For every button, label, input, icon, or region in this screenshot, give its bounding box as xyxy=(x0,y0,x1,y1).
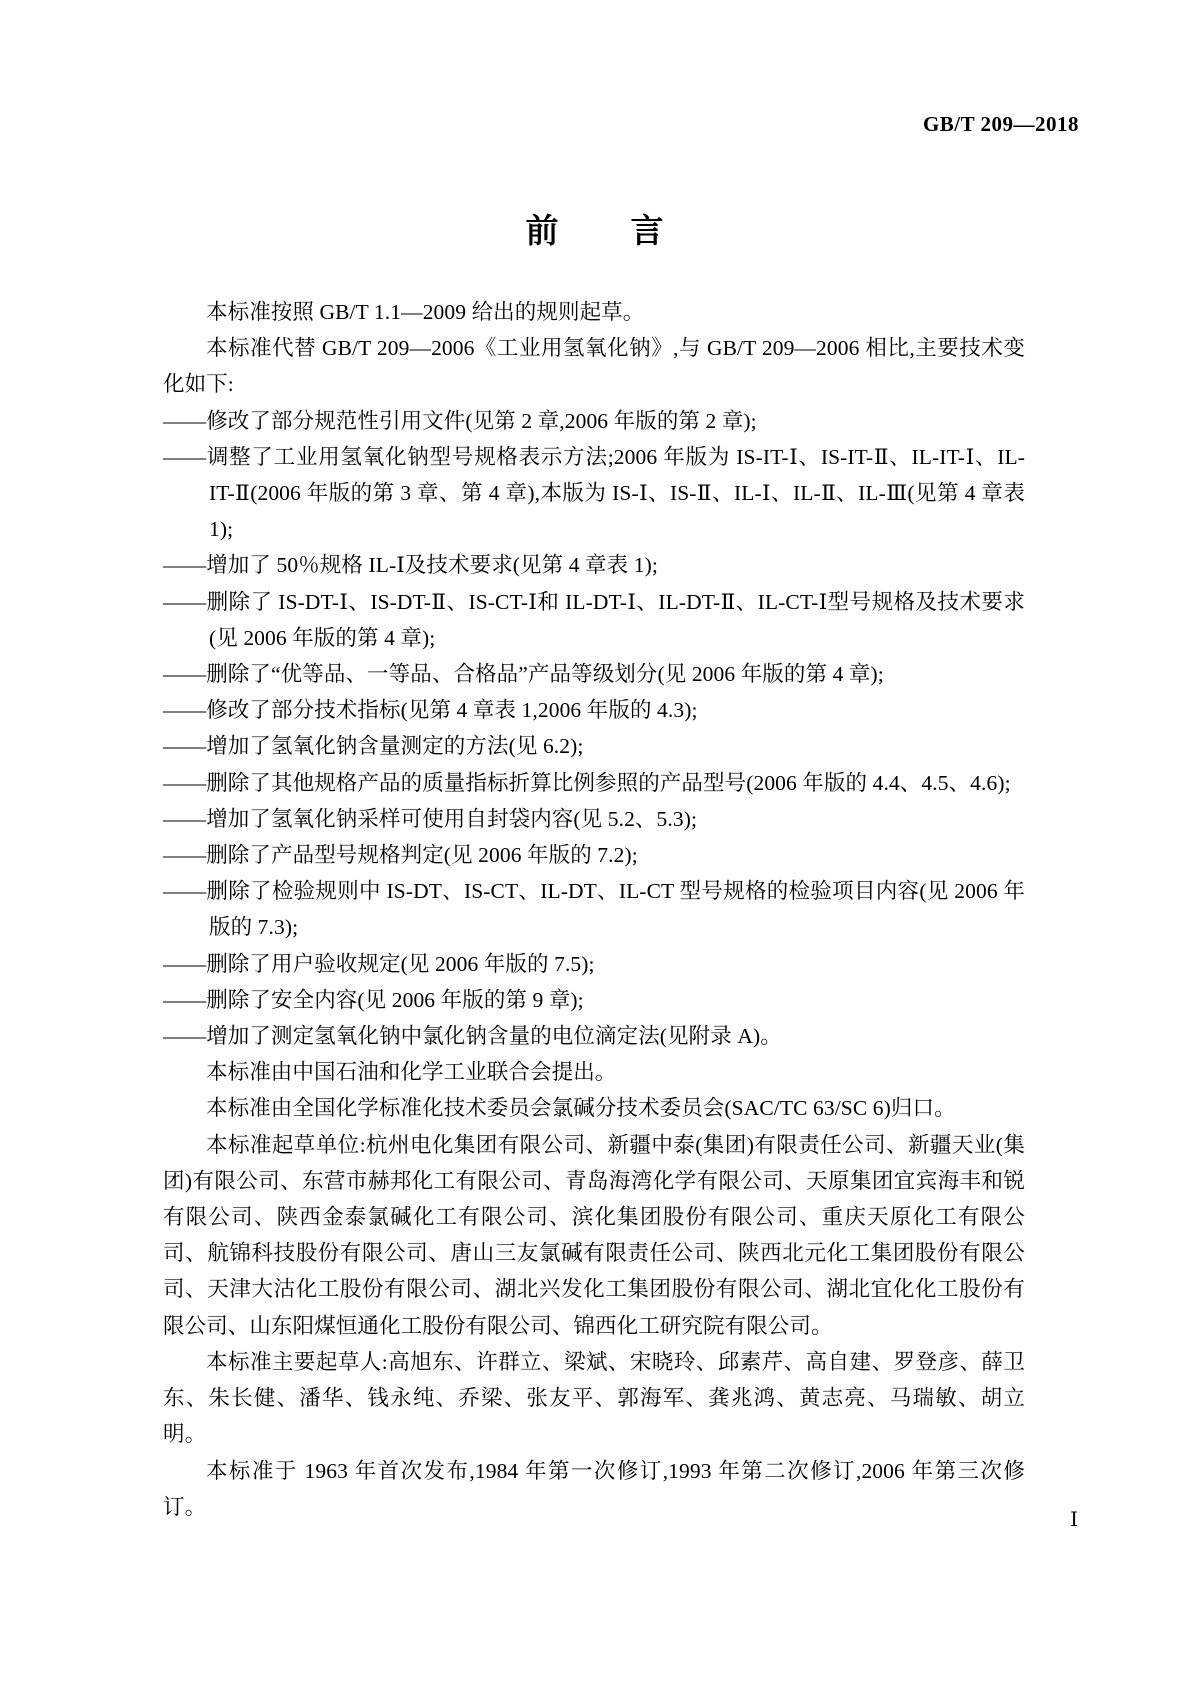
change-item xyxy=(163,692,1025,728)
page-title: 前 言 xyxy=(525,212,666,249)
dash-marker: —— xyxy=(163,879,207,904)
paragraph-supersedes: 本标准代替 GB/T 209—2006《工业用氢氧化钠》,与 GB/T 209—2006 相比,主要技术变化如下: xyxy=(163,336,1025,397)
change-item-text: 调整了工业用氢氧化钠型号规格表示方法;2006 年版为 IS-IT-Ⅰ、IS-IT-Ⅱ、IL-IT-Ⅰ、IL-IT-Ⅱ(2006 年版的第 3 章、第 4 章),本版为 IS-Ⅰ、IS-Ⅱ、IL-Ⅰ、IL-Ⅱ、IL-Ⅲ(见第 4 章表 1); xyxy=(206,444,1025,542)
dash-marker: —— xyxy=(163,444,207,469)
change-item-text: 删除了用户验收规定(见 2006 年版的 7.5); xyxy=(206,951,595,976)
change-item xyxy=(163,801,1025,837)
change-item xyxy=(163,765,1025,801)
change-item-text: 增加了氢氧化钠含量测定的方法(见 6.2); xyxy=(206,734,584,759)
paragraph-proposer: 本标准由中国石油和化学工业联合会提出。 xyxy=(206,1060,617,1085)
dash-marker: —— xyxy=(163,843,207,868)
change-item xyxy=(163,656,1025,692)
change-item-text: 删除了产品型号规格判定(见 2006 年版的 7.2); xyxy=(206,843,638,868)
page-header-standard-code: GB/T 209—2018 xyxy=(922,112,1079,136)
change-item-text: 删除了其他规格产品的质量指标折算比例参照的产品型号(2006 年版的 4.4、4.5、4.6); xyxy=(206,770,1011,795)
change-item xyxy=(163,873,1025,945)
change-item-text: 增加了测定氢氧化钠中氯化钠含量的电位滴定法(见附录 A)。 xyxy=(206,1024,782,1049)
paragraph-revision-history: 本标准于 1963 年首次发布,1984 年第一次修订,1993 年第二次修订,2006 年第三次修订。 xyxy=(163,1458,1025,1519)
paragraph-drafters: 本标准主要起草人:高旭东、许群立、梁斌、宋晓玲、邱素芹、高自建、罗登彦、薛卫东、朱长健、潘华、钱永纯、乔梁、张友平、郭海军、龚兆鸿、黄志亮、马瑞敏、胡立明。 xyxy=(163,1349,1025,1447)
change-item-text: 删除了 IS-DT-Ⅰ、IS-DT-Ⅱ、IS-CT-Ⅰ和 IL-DT-Ⅰ、IL-DT-Ⅱ、IL-CT-Ⅰ型号规格及技术要求(见 2006 年版的第 4 章); xyxy=(206,589,1025,650)
dash-marker: —— xyxy=(163,987,207,1012)
change-item xyxy=(163,584,1025,656)
dash-marker: —— xyxy=(163,408,207,433)
change-item xyxy=(163,982,1025,1018)
change-item xyxy=(163,1018,1025,1054)
dash-marker: —— xyxy=(163,734,207,759)
foreword-body xyxy=(163,294,1025,1525)
dash-marker: —— xyxy=(163,951,207,976)
change-item-text: 删除了检验规则中 IS-DT、IS-CT、IL-DT、IL-CT 型号规格的检验项目内容(见 2006 年版的 7.3); xyxy=(206,879,1025,940)
change-item xyxy=(163,946,1025,982)
dash-marker: —— xyxy=(163,698,207,723)
change-item xyxy=(163,547,1025,583)
change-item-text: 增加了 50％规格 IL-Ⅰ及技术要求(见第 4 章表 1); xyxy=(206,553,658,578)
change-item-text: 修改了部分规范性引用文件(见第 2 章,2006 年版的第 2 章); xyxy=(206,408,757,433)
dash-marker: —— xyxy=(163,589,207,614)
paragraph-drafting-units: 本标准起草单位:杭州电化集团有限公司、新疆中泰(集团)有限责任公司、新疆天业(集团)有限公司、东营市赫邦化工有限公司、青岛海湾化学有限公司、天原集团宜宾海丰和锐有限公司、陕西金泰氯碱化工有限公司、滨化集团股份有限公司、重庆天原化工有限公司、航锦科技股份有限公司、唐山三友氯碱有限责任公司、陕西北元化工集团股份有限公司、天津大沽化工股份有限公司、湖北兴发化工集团股份有限公司、湖北宜化化工股份有限公司、山东阳煤恒通化工股份有限公司、锦西化工研究院有限公司。 xyxy=(163,1132,1025,1338)
paragraph-custodian: 本标准由全国化学标准化技术委员会氯碱分技术委员会(SAC/TC 63/SC 6)归口。 xyxy=(206,1096,956,1121)
page-number: Ⅰ xyxy=(1070,1509,1078,1531)
dash-marker: —— xyxy=(163,662,207,687)
dash-marker: —— xyxy=(163,806,207,831)
dash-marker: —— xyxy=(163,553,207,578)
paragraph-drafted-per: 本标准按照 GB/T 1.1—2009 给出的规则起草。 xyxy=(206,300,645,324)
dash-marker: —— xyxy=(163,770,207,795)
change-item xyxy=(163,728,1025,764)
change-item-text: 修改了部分技术指标(见第 4 章表 1,2006 年版的 4.3); xyxy=(206,698,698,723)
change-item-text: 增加了氢氧化钠采样可使用自封袋内容(见 5.2、5.3); xyxy=(206,806,698,831)
dash-marker: —— xyxy=(163,1024,207,1049)
change-item-text: 删除了安全内容(见 2006 年版的第 9 章); xyxy=(206,987,584,1012)
change-item xyxy=(163,837,1025,873)
change-item-text: 删除了“优等品、一等品、合格品”产品等级划分(见 2006 年版的第 4 章); xyxy=(206,662,884,687)
change-item xyxy=(163,439,1025,548)
change-item xyxy=(163,403,1025,439)
